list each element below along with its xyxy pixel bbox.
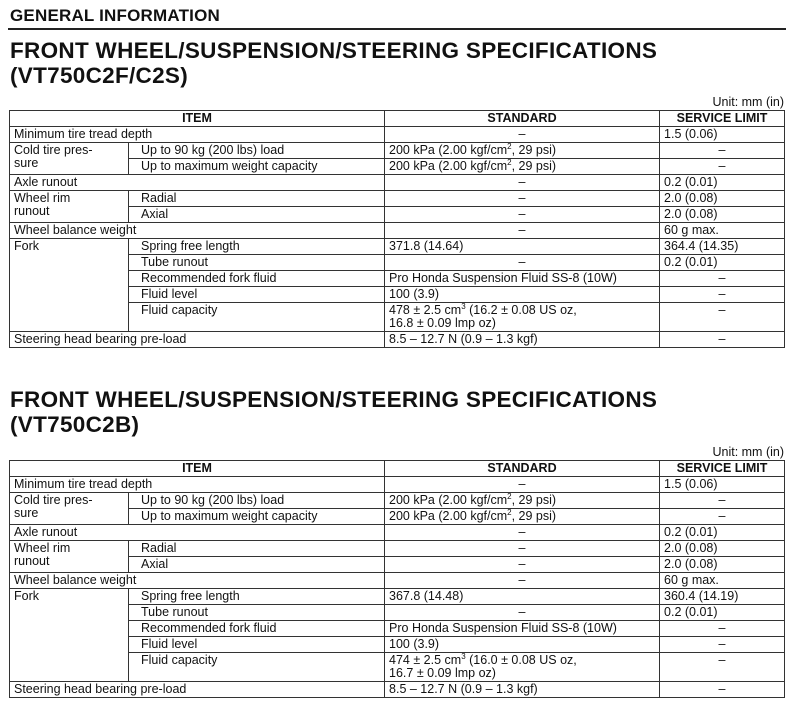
spec-title-line1: FRONT WHEEL/SUSPENSION/STEERING SPECIFICATIONS [10,387,658,412]
limit-cell: 2.0 (0.08) [660,541,785,557]
limit-cell: 2.0 (0.08) [660,557,785,573]
table-row [10,223,785,239]
limit-cell: 364.4 (14.35) [660,239,785,255]
spec-title-c2b [10,387,657,437]
standard-cell: 200 kPa (2.00 kgf/$cm^2$, 29 psi) [385,143,660,159]
subitem-cell: Radial [129,541,385,557]
item-cell: Axle runout [10,175,385,191]
standard-cell: – [385,175,660,191]
standard-cell: 8.5 – 12.7 N (0.9 – 1.3 kgf) [385,682,660,698]
spec-title-line2: (VT750C2F/C2S) [10,63,189,88]
limit-cell: – [660,621,785,637]
subitem-cell: Fluid level [129,287,385,303]
limit-cell: – [660,271,785,287]
subitem-cell: Tube runout [129,605,385,621]
standard-cell: 200 kPa (2.00 kgf/$cm^2$, 29 psi) [385,493,660,509]
section-header: GENERAL INFORMATION [10,6,220,25]
item-cell: Fork [10,589,129,682]
spec-table-c2f-c2s [9,110,785,348]
standard-cell: – [385,255,660,271]
item-cell: Minimum tire tread depth [10,477,385,493]
item-cell: Steering head bearing pre-load [10,682,385,698]
subitem-cell: Recommended fork fluid [129,271,385,287]
table-row [10,525,785,541]
subitem-cell: Up to maximum weight capacity [129,509,385,525]
item-text: runout [14,554,50,568]
item-cell: Wheel balance weight [10,223,385,239]
item-text: Wheel rim [14,541,71,555]
limit-cell: – [660,653,785,682]
standard-text: 474 ± 2.5 $cm^3$ (16.0 ± 0.08 US oz, [389,651,577,667]
standard-cell [385,653,660,682]
standard-cell: 8.5 – 12.7 N (0.9 – 1.3 kgf) [385,332,660,348]
standard-cell: 200 kPa (2.00 kgf/$cm^2$, 29 psi) [385,509,660,525]
item-cell: Minimum tire tread depth [10,127,385,143]
standard-cell: Pro Honda Suspension Fluid SS-8 (10W) [385,271,660,287]
limit-cell: – [660,509,785,525]
limit-cell: 1.5 (0.06) [660,477,785,493]
table-row [10,477,785,493]
limit-cell: 2.0 (0.08) [660,207,785,223]
item-text: sure [14,156,39,170]
standard-cell: – [385,191,660,207]
limit-cell: 1.5 (0.06) [660,127,785,143]
subitem-cell: Fluid level [129,637,385,653]
limit-cell: – [660,332,785,348]
subitem-cell: Axial [129,207,385,223]
unit-note: Unit: mm (in) [712,445,784,459]
subitem-cell: Up to 90 kg (200 lbs) load [129,143,385,159]
limit-cell: – [660,303,785,332]
table-row [10,573,785,589]
standard-cell: Pro Honda Suspension Fluid SS-8 (10W) [385,621,660,637]
table-row [10,175,785,191]
limit-cell: – [660,637,785,653]
header-service-limit: SERVICE LIMIT [660,111,785,127]
standard-cell: 371.8 (14.64) [385,239,660,255]
item-cell: Fork [10,239,129,332]
standard-cell: – [385,525,660,541]
subitem-cell: Up to 90 kg (200 lbs) load [129,493,385,509]
subitem-cell: Radial [129,191,385,207]
item-cell [10,541,129,573]
standard-text: 16.7 ± 0.09 lmp oz) [389,666,496,680]
subitem-cell: Recommended fork fluid [129,621,385,637]
item-cell: Steering head bearing pre-load [10,332,385,348]
spec-title-c2f-c2s [10,38,657,88]
subitem-cell: Spring free length [129,239,385,255]
item-cell: Wheel balance weight [10,573,385,589]
spec-title-line1: FRONT WHEEL/SUSPENSION/STEERING SPECIFICATIONS [10,38,658,63]
limit-cell: 2.0 (0.08) [660,191,785,207]
subitem-cell: Tube runout [129,255,385,271]
header-service-limit: SERVICE LIMIT [660,461,785,477]
standard-cell: 367.8 (14.48) [385,589,660,605]
table-row [10,541,785,557]
limit-cell: – [660,287,785,303]
standard-cell: – [385,541,660,557]
standard-text: 16.8 ± 0.09 lmp oz) [389,316,496,330]
standard-cell: – [385,573,660,589]
item-text: sure [14,506,39,520]
subitem-cell: Axial [129,557,385,573]
standard-cell: – [385,127,660,143]
standard-cell: 200 kPa (2.00 kgf/$cm^2$, 29 psi) [385,159,660,175]
subitem-cell: Up to maximum weight capacity [129,159,385,175]
limit-cell: 0.2 (0.01) [660,525,785,541]
table-row [10,239,785,255]
header-standard: STANDARD [385,461,660,477]
table-row [10,143,785,159]
limit-cell: 360.4 (14.19) [660,589,785,605]
standard-cell: – [385,223,660,239]
header-item: ITEM [10,461,385,477]
table-row [10,493,785,509]
table-header-row [10,461,785,477]
standard-cell [385,303,660,332]
table-row [10,332,785,348]
spec-table-c2b [9,460,785,698]
item-cell: Axle runout [10,525,385,541]
table-row [10,682,785,698]
table-row [10,127,785,143]
unit-note: Unit: mm (in) [712,95,784,109]
table-row [10,589,785,605]
table-header-row [10,111,785,127]
item-text: Cold tire pres- [14,143,93,157]
item-cell [10,191,129,223]
standard-text: 478 ± 2.5 $cm^3$ (16.2 ± 0.08 US oz, [389,301,577,317]
limit-cell: 0.2 (0.01) [660,175,785,191]
header-item: ITEM [10,111,385,127]
item-text: runout [14,204,50,218]
limit-cell: – [660,143,785,159]
subitem-cell: Fluid capacity [129,653,385,682]
header-standard: STANDARD [385,111,660,127]
standard-cell: – [385,605,660,621]
standard-cell: 100 (3.9) [385,637,660,653]
item-text: Wheel rim [14,191,71,205]
item-cell [10,143,129,175]
limit-cell: – [660,682,785,698]
limit-cell: 0.2 (0.01) [660,255,785,271]
standard-cell: – [385,207,660,223]
item-cell [10,493,129,525]
table-row [10,191,785,207]
item-text: Cold tire pres- [14,493,93,507]
limit-cell: – [660,159,785,175]
subitem-cell: Spring free length [129,589,385,605]
standard-cell: – [385,557,660,573]
limit-cell: 60 g max. [660,223,785,239]
standard-cell: 100 (3.9) [385,287,660,303]
standard-cell: – [385,477,660,493]
limit-cell: 0.2 (0.01) [660,605,785,621]
spec-title-line2: (VT750C2B) [10,412,140,437]
header-divider [8,28,786,30]
limit-cell: – [660,493,785,509]
subitem-cell: Fluid capacity [129,303,385,332]
limit-cell: 60 g max. [660,573,785,589]
